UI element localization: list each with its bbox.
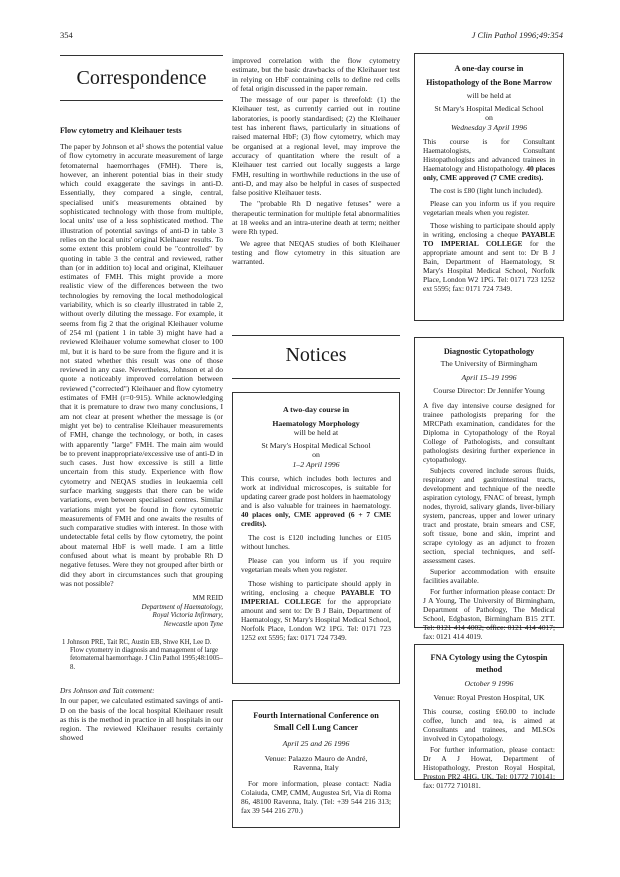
marrow-line-1: A one-day course in (454, 64, 524, 73)
author-affiliation-2: Royal Victoria Infirmary, (152, 611, 223, 620)
fna-venue: Venue: Royal Preston Hospital, UK (433, 692, 545, 702)
haem-apply-bold: PAYABLE TO IMPERIAL COLLEGE (241, 588, 391, 606)
haem-cme: 40 places only, CME approved (6 + 7 CME credits). (241, 510, 391, 528)
haem-cost: The cost is £120 including lunches or £105 without lunches. (241, 533, 391, 551)
lung-title-1: Fourth International Conference on (253, 711, 379, 720)
haem-body: This course, which includes both lectures and work at individual microscopes, is suitable for updating career grade post holders in haematology and is also valuable for trainees in haematology. (241, 474, 391, 510)
marrow-line-4: St Mary's Hospital Medical School (434, 103, 544, 113)
notices-bottom-rule (232, 378, 400, 379)
correspondence-title: Correspondence (76, 67, 207, 89)
haem-line-1: A two-day course in (282, 405, 350, 414)
notice-haematology-morphology (232, 392, 400, 684)
journal-citation: J Clin Pathol 1996;49:354 (471, 30, 563, 40)
reference-1: 1 Johnson PRE, Tait RC, Austin EB, Shwe KH, Lee D. Flow cytometry in diagnosis and management of large fetomaternal haemorrhage. J Clin Pathol 1995;48:1005–8. (62, 638, 223, 671)
author-affiliation-3: Newcastle upon Tyne (163, 620, 223, 629)
marrow-line-5: on (485, 113, 493, 122)
cyto-para-3: Superior accommodation with ensuite facilities available. (423, 566, 555, 585)
marrow-line-2: Histopathology of the Bone Marrow (426, 78, 552, 87)
lung-title-2: Small Cell Lung Cancer (273, 723, 359, 732)
fna-para-1: This course, costing £60.00 to include coffee, lunch and tea, is aimed at Consultants and trainees, and MLSOs involved in Cytopathology. (423, 707, 555, 743)
notice-fna-cytology (414, 644, 564, 790)
lung-date: April 25 and 26 1996 (282, 739, 350, 748)
marrow-cost: The cost is £80 (light lunch included). (430, 186, 543, 195)
cyto-date: April 15–19 1996 (461, 372, 517, 382)
page-number: 354 (60, 30, 73, 40)
haem-apply-a: Those wishing to participate should apply in writing, enclosing a cheque (241, 579, 391, 597)
correspondence-top-rule (60, 55, 223, 56)
marrow-line-3: will be held at (466, 91, 512, 100)
fna-para-2: For further information, please contact: Dr A J Howat, Department of Histopathology, Preston Royal Hospital, Preston PR2 4HG, UK. Tel: 01772 710141; fax: 01772 710181. (423, 745, 555, 790)
fna-date: October 9 1996 (464, 679, 514, 688)
reply-paragraph-1: In our paper, we calculated estimated savings of anti-D on the basis of the local hospital Kleihauer result as this is the method in practice in all hospitals in our region. The reviewed Kleihauer results certainly showed (60, 696, 223, 743)
notice-bone-marrow (414, 53, 564, 321)
cyto-title: Diagnostic Cytopathology (443, 347, 535, 356)
marrow-apply-bold: PAYABLE TO IMPERIAL COLLEGE (423, 230, 555, 248)
author-affiliation-1: Department of Haematology, (141, 602, 223, 611)
reply-paragraph-2: improved correlation with the flow cytometry estimate, but the basic drawbacks of the Kleihauer test in relying on HbF containing cells to define red cells of fetal origin discussed in the paper remain. (232, 56, 400, 93)
notice-lung-cancer-conference (232, 700, 400, 828)
lung-body: For more information, please contact: Nadia Colaiuda, CMP, CMM, Augustea Srl, Via di Roma 86, 48100 Ravenna, Italy. (Tel: +39 544 216 313; fax 39 544 216 270.) (241, 778, 391, 815)
marrow-cme: 40 places only, CME approved (7 CME credits). (423, 164, 555, 182)
fna-title-2: method (475, 665, 503, 674)
marrow-apply-b: for the appropriate amount and sent to: Dr B J Bain, Department of Haematology, St Mary's Hospital Medical School, Norfolk Place, London W2 1PG. Tel: 0171 723 1252 ext 5595; fax: 0171 724 7349. (423, 239, 555, 293)
reply-paragraph-3: The message of our paper is threefold: (1) the Kleihauer test, as currently carried out in routine laboratories, is poorly standardised; (2) the Kleihauer test has inherent flaws, particularly in situations of raised maternal HbF; (3) flow cytometry, which may be organised at a regional level, may improve the accuracy of quantitation where the result of a Kleihauer test carried out locally suggests a large FMH, resulting in worthwhile reductions in the use of anti-D, and may also be helpful in cases of suspected false positive Kleihauer tests. (232, 95, 400, 198)
lung-venue-1: Venue: Palazzo Mauro de André, (264, 753, 368, 763)
fna-title-1: FNA Cytology using the Cytospin (430, 653, 548, 662)
marrow-date: Wednesday 3 April 1996 (450, 122, 527, 132)
haem-apply-b: for the appropriate amount and sent to: Dr B J Bain, Department of Haematology, St Mary's Hospital Medical School, Norfolk Place, London W2 1PG. Tel: 0171 723 1252 ext 5595; fax: 0171 724 7349. (241, 597, 391, 642)
correspondence-column-2 (232, 56, 400, 269)
marrow-apply-a: Those wishing to participate should apply in writing, enclosing a cheque (423, 221, 555, 239)
cyto-para-1: A five day intensive course designed for trainee pathologists preparing for the MRCPath examination, candidates for the Diploma in Cytopathology of the Royal College of Pathologists, and consultant pathologists desiring further experience in cytopathology. (423, 400, 555, 464)
haem-line-4: St Mary's Hospital Medical School (261, 440, 371, 450)
haem-line-3: will be held at (293, 428, 339, 437)
correspondence-bottom-rule (60, 100, 223, 101)
cyto-university: The University of Birmingham (440, 359, 538, 368)
reply-paragraph-4: The "probable Rh D negative fetuses" were a therapeutic termination for multiple fetal abnormalities at 18 weeks and an intra-uterine death at term; neither were Rh typed. (232, 199, 400, 237)
haem-line-2: Haematology Morphology (272, 418, 360, 428)
letter-body: The paper by Johnson et al¹ shows the potential value of flow cytometry in accurate measurement of large fetomaternal haemorrhages (FMH). There is, however, an inherent potential bias in their study which could exaggerate the savings in anti-D. Essentially, they compared a single, central, specialised unit's measurements obtained by sophisticated technology with those from multiple, local units' use of a less sophisticated method. The illustration of potential savings of anti-D in table 3 relies on the local units' original Kleihauer results. To some extent this problem could be "controlled" by quoting in table 3 the central and reviewed, rather than (or in addition to) local and original, Kleihauer estimates of FMH. This might provide a more realistic view of the differences between the two technologies by removing the local methodological variability, which is so clearly illustrated in table 2, without overly diluting the message. For example, it seems from fig 2 that the original Kleihauer volume of 254 ml (patient 1 in table 3) might have had a reviewed Kleihauer volume somewhat closer to 100 ml, but it is hard to be sure from the figure and it is not stated whether this result was one of those reviewed in any case. Nevertheless, Johnson et al do quote a noticeably improved correlation between reviewed ("corrected") Kleihauer and flow cytometry estimates of FMH (r=0·915). While acknowledging that it is premature to draw two many conclusions, I am not clear at present whether the message is (or might yet be) to centralise Kleihauer measurements of FMH, change the technology, or both, in cases with apparently "large" FMH. The main aim would be to prevent inappropriate/excessive use of anti-D in such cases. Just how excessive is still a little uncertain from this study. Experience with flow cytometry and NEQAS studies in leukaemia cell surface marking suggests that there can be wide variations, even between specialised centres. Similar variations might yet be found in flow cytometric measurements of FMH and one awaits the results of such comparative studies with interest. In those with undetectable fetal cells by flow cytometry, the point about maternal HbF is well made. I am a little confused about what is meant by probable Rh D negative fetuses. Were they not grouped after birth or did they abort in circumstances such that grouping was not possible? (60, 142, 223, 588)
cyto-para-4: For further information please contact: Dr J A Young, The University of Birmingham, Department of Pathology, The Medical School, Edgbaston, Birmingham B15 2TT. Tel: 0121 414 4002; office: 0121 414 4017; fax: 0121 414 4019. (423, 586, 555, 641)
cyto-para-2: Subjects covered include serous fluids, respiratory and gastrointestinal tracts, development and technique of the needle aspiration cytology, FNAC of breast, lymph nodes, thyroid, salivary glands, liver-biliary system, pancreas, upper and lower urinary tract and prostate, brain smears and CSF, soft tissue, bone and skin, imprint and scrape cytology as an adjunct to frozen section, special techniques, and self-assessment cases. (423, 465, 555, 565)
reply-heading: Drs Johnson and Tait comment: (60, 686, 155, 696)
haem-line-5: on (312, 450, 320, 459)
author-name: MM REID (192, 594, 223, 603)
cyto-director: Course Director: Dr Jennifer Young (433, 386, 545, 395)
notices-title: Notices (285, 344, 347, 366)
lung-venue-2: Ravenna, Italy (293, 763, 339, 772)
marrow-veg: Please can you inform us if you require vegetarian meals when you register. (423, 199, 555, 217)
haem-veg: Please can you inform us if you require vegetarian meals when you register. (241, 556, 391, 574)
haem-date: 1–2 April 1996 (292, 459, 340, 469)
notices-top-rule (232, 335, 400, 336)
marrow-body: This course is for Consultant Haematologists, Consultant Histopathologists and advanced trainees in Haematology and Histopathology. (423, 137, 555, 173)
notice-diagnostic-cytopathology (414, 337, 564, 641)
correspondence-column-1 (60, 142, 223, 745)
reply-paragraph-5: We agree that NEQAS studies of both Kleihauer testing and flow cytometry in this situation are warranted. (232, 238, 400, 267)
author-block (60, 594, 223, 628)
article-title: Flow cytometry and Kleihauer tests (60, 126, 182, 135)
